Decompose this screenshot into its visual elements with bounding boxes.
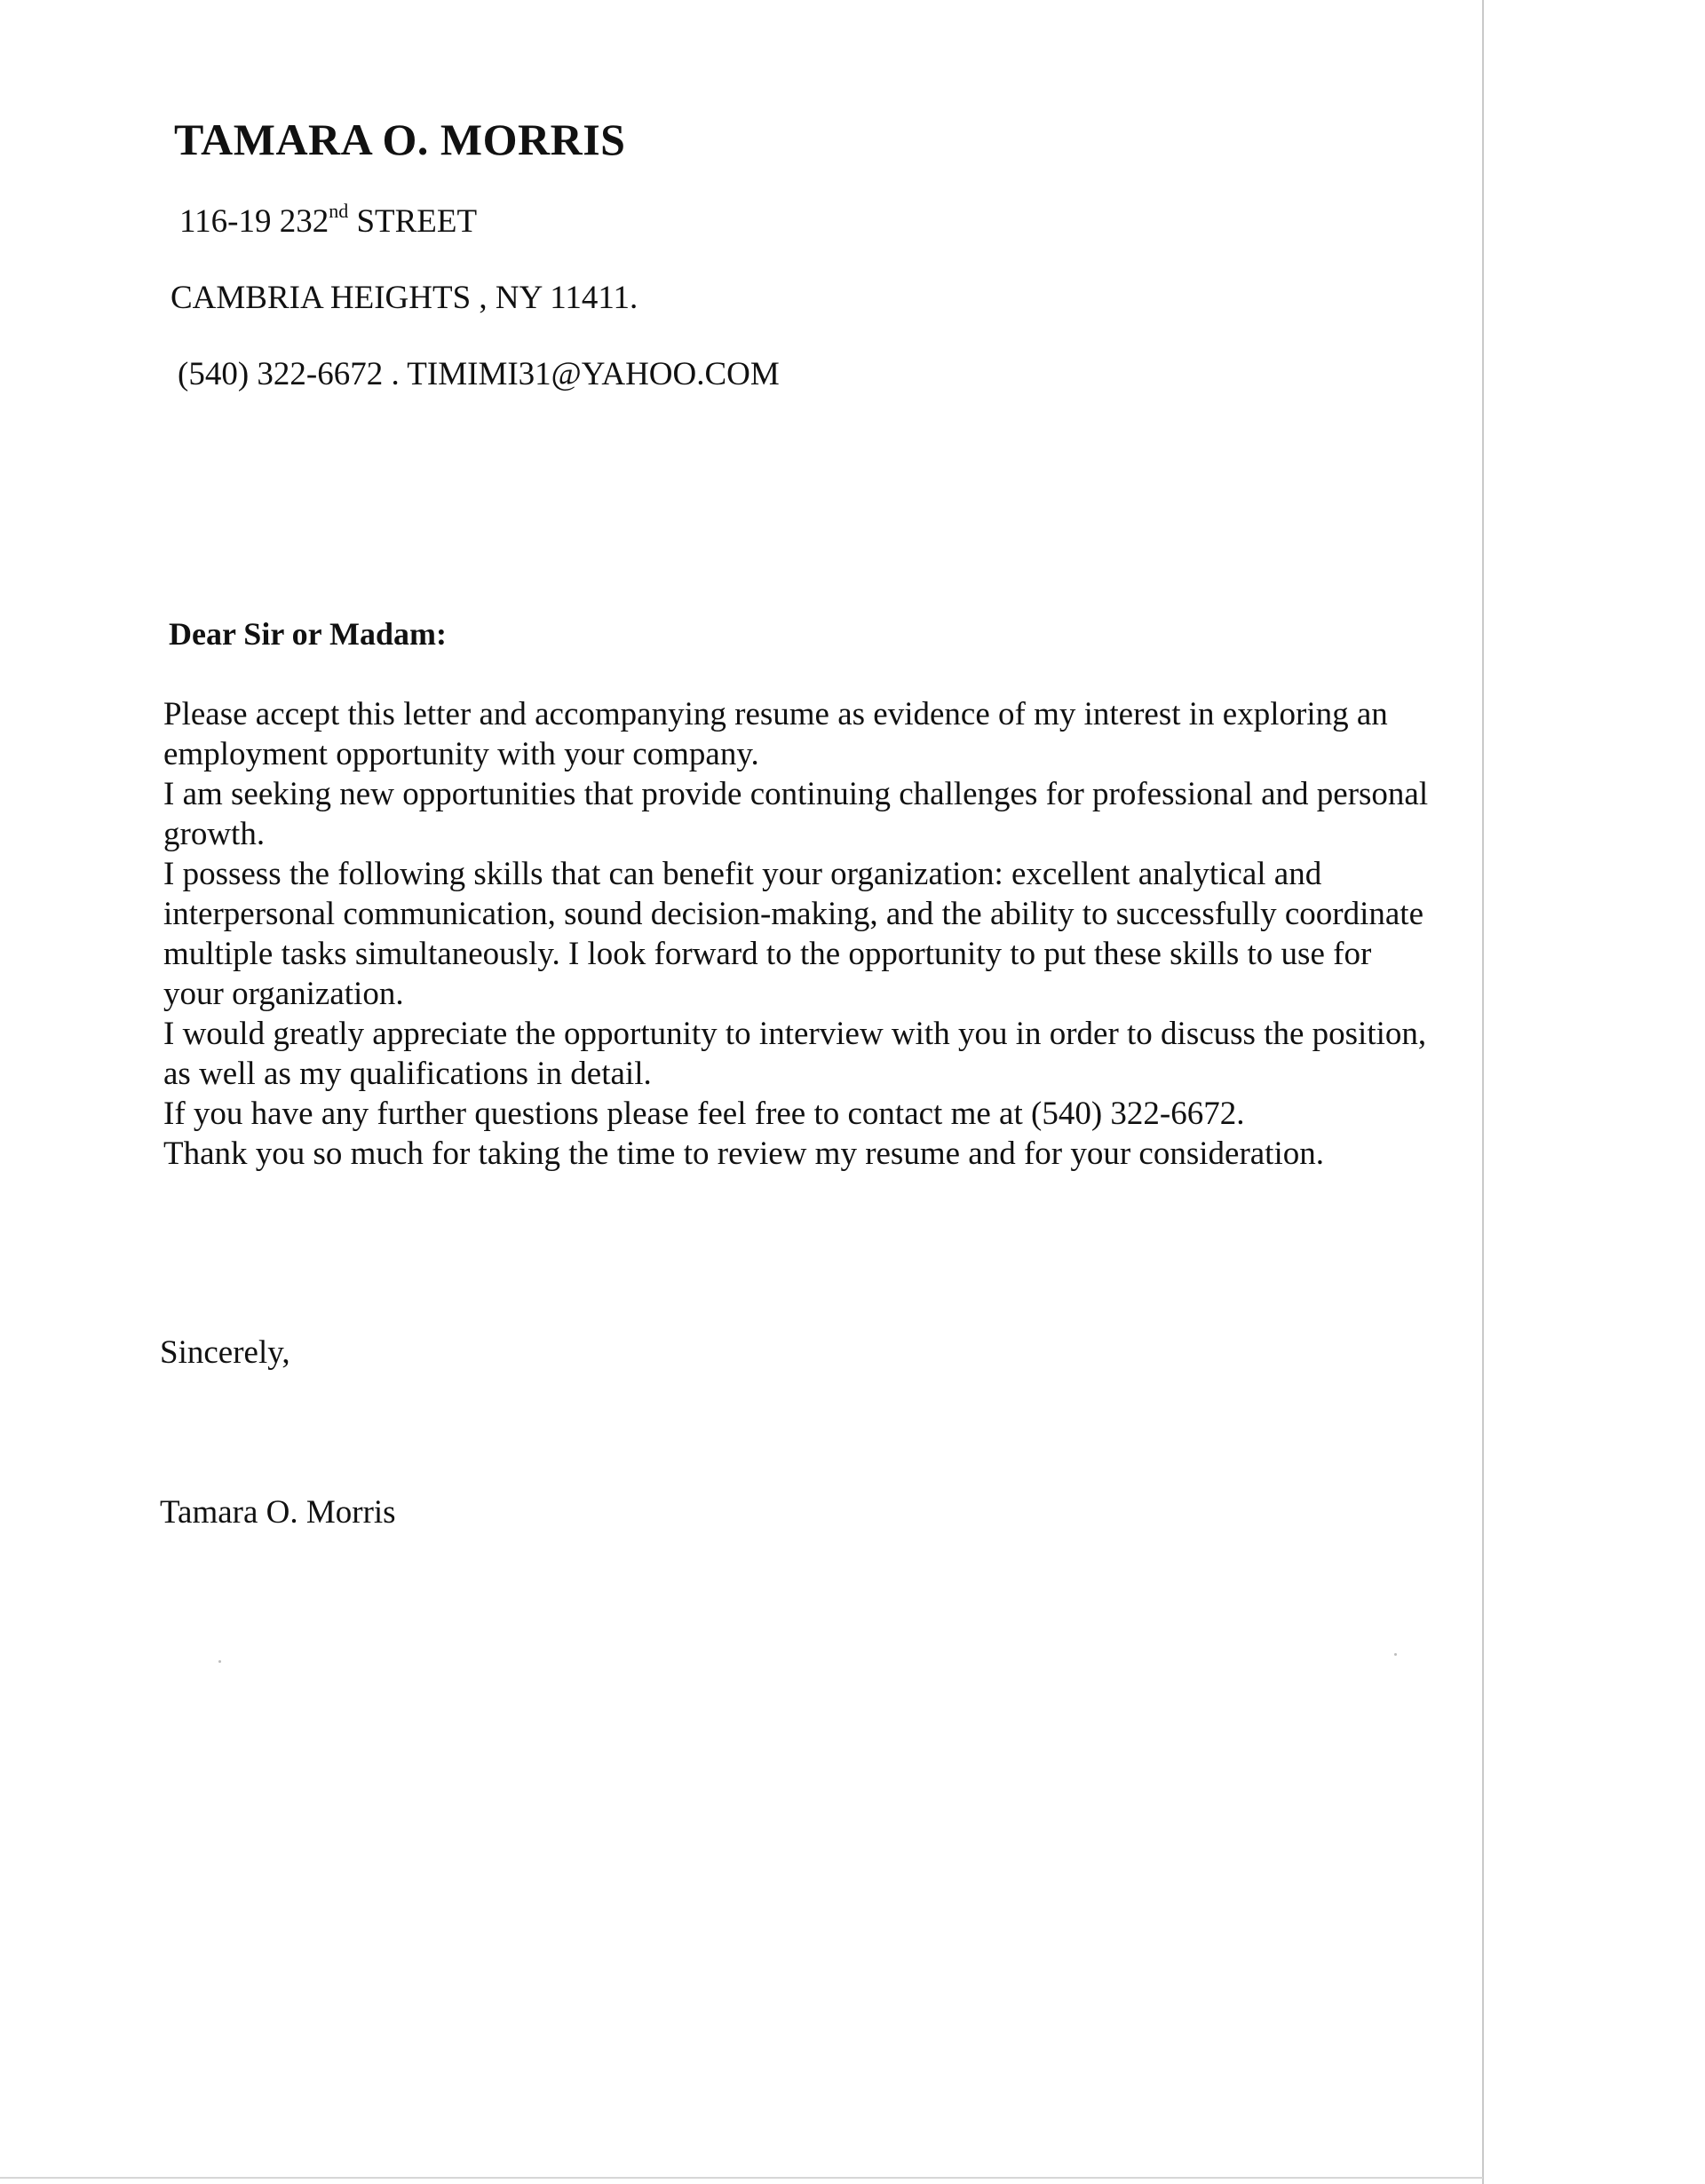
- scan-speck: [1394, 1653, 1397, 1656]
- body-line: growth.: [163, 816, 266, 852]
- body-line: I possess the following skills that can benefit your organization: excellent analytical and: [163, 856, 1322, 892]
- sender-city-line: CAMBRIA HEIGHTS , NY 11411.: [170, 280, 638, 316]
- street-name: STREET: [348, 203, 478, 240]
- body-line: If you have any further questions please feel free to contact me at (540) 322-6672.: [163, 1096, 1245, 1132]
- sender-name: TAMARA O. MORRIS: [174, 115, 626, 164]
- body-line: Thank you so much for taking the time to review my resume and for your consideration.: [163, 1136, 1324, 1172]
- body-line: multiple tasks simultaneously. I look forward to the opportunity to put these skills to use for: [163, 936, 1372, 972]
- closing: Sincerely,: [160, 1334, 290, 1371]
- street-suffix: nd: [329, 200, 349, 222]
- scan-speck: [218, 1660, 221, 1663]
- signature-name: Tamara O. Morris: [160, 1494, 396, 1531]
- body-line: your organization.: [163, 976, 404, 1012]
- sender-contact-line: (540) 322-6672 . TIMIMI31@YAHOO.COM: [178, 356, 780, 392]
- body-line: as well as my qualifications in detail.: [163, 1056, 652, 1092]
- body-line: I would greatly appreciate the opportunity to interview with you in order to discuss the position,: [163, 1016, 1427, 1052]
- body-line: interpersonal communication, sound decision-making, and the ability to successfully coordinate: [163, 896, 1424, 932]
- body-line: Please accept this letter and accompanying resume as evidence of my interest in exploring an: [163, 696, 1388, 732]
- salutation: Dear Sir or Madam:: [169, 616, 447, 652]
- body-line: employment opportunity with your company.: [163, 736, 759, 772]
- scan-bottom-line: [0, 2177, 1483, 2179]
- street-number: 116-19 232: [179, 203, 329, 240]
- body-line: I am seeking new opportunities that provide continuing challenges for professional and personal: [163, 776, 1429, 812]
- sender-street-address: [179, 202, 477, 241]
- letter-body: [163, 694, 1513, 1174]
